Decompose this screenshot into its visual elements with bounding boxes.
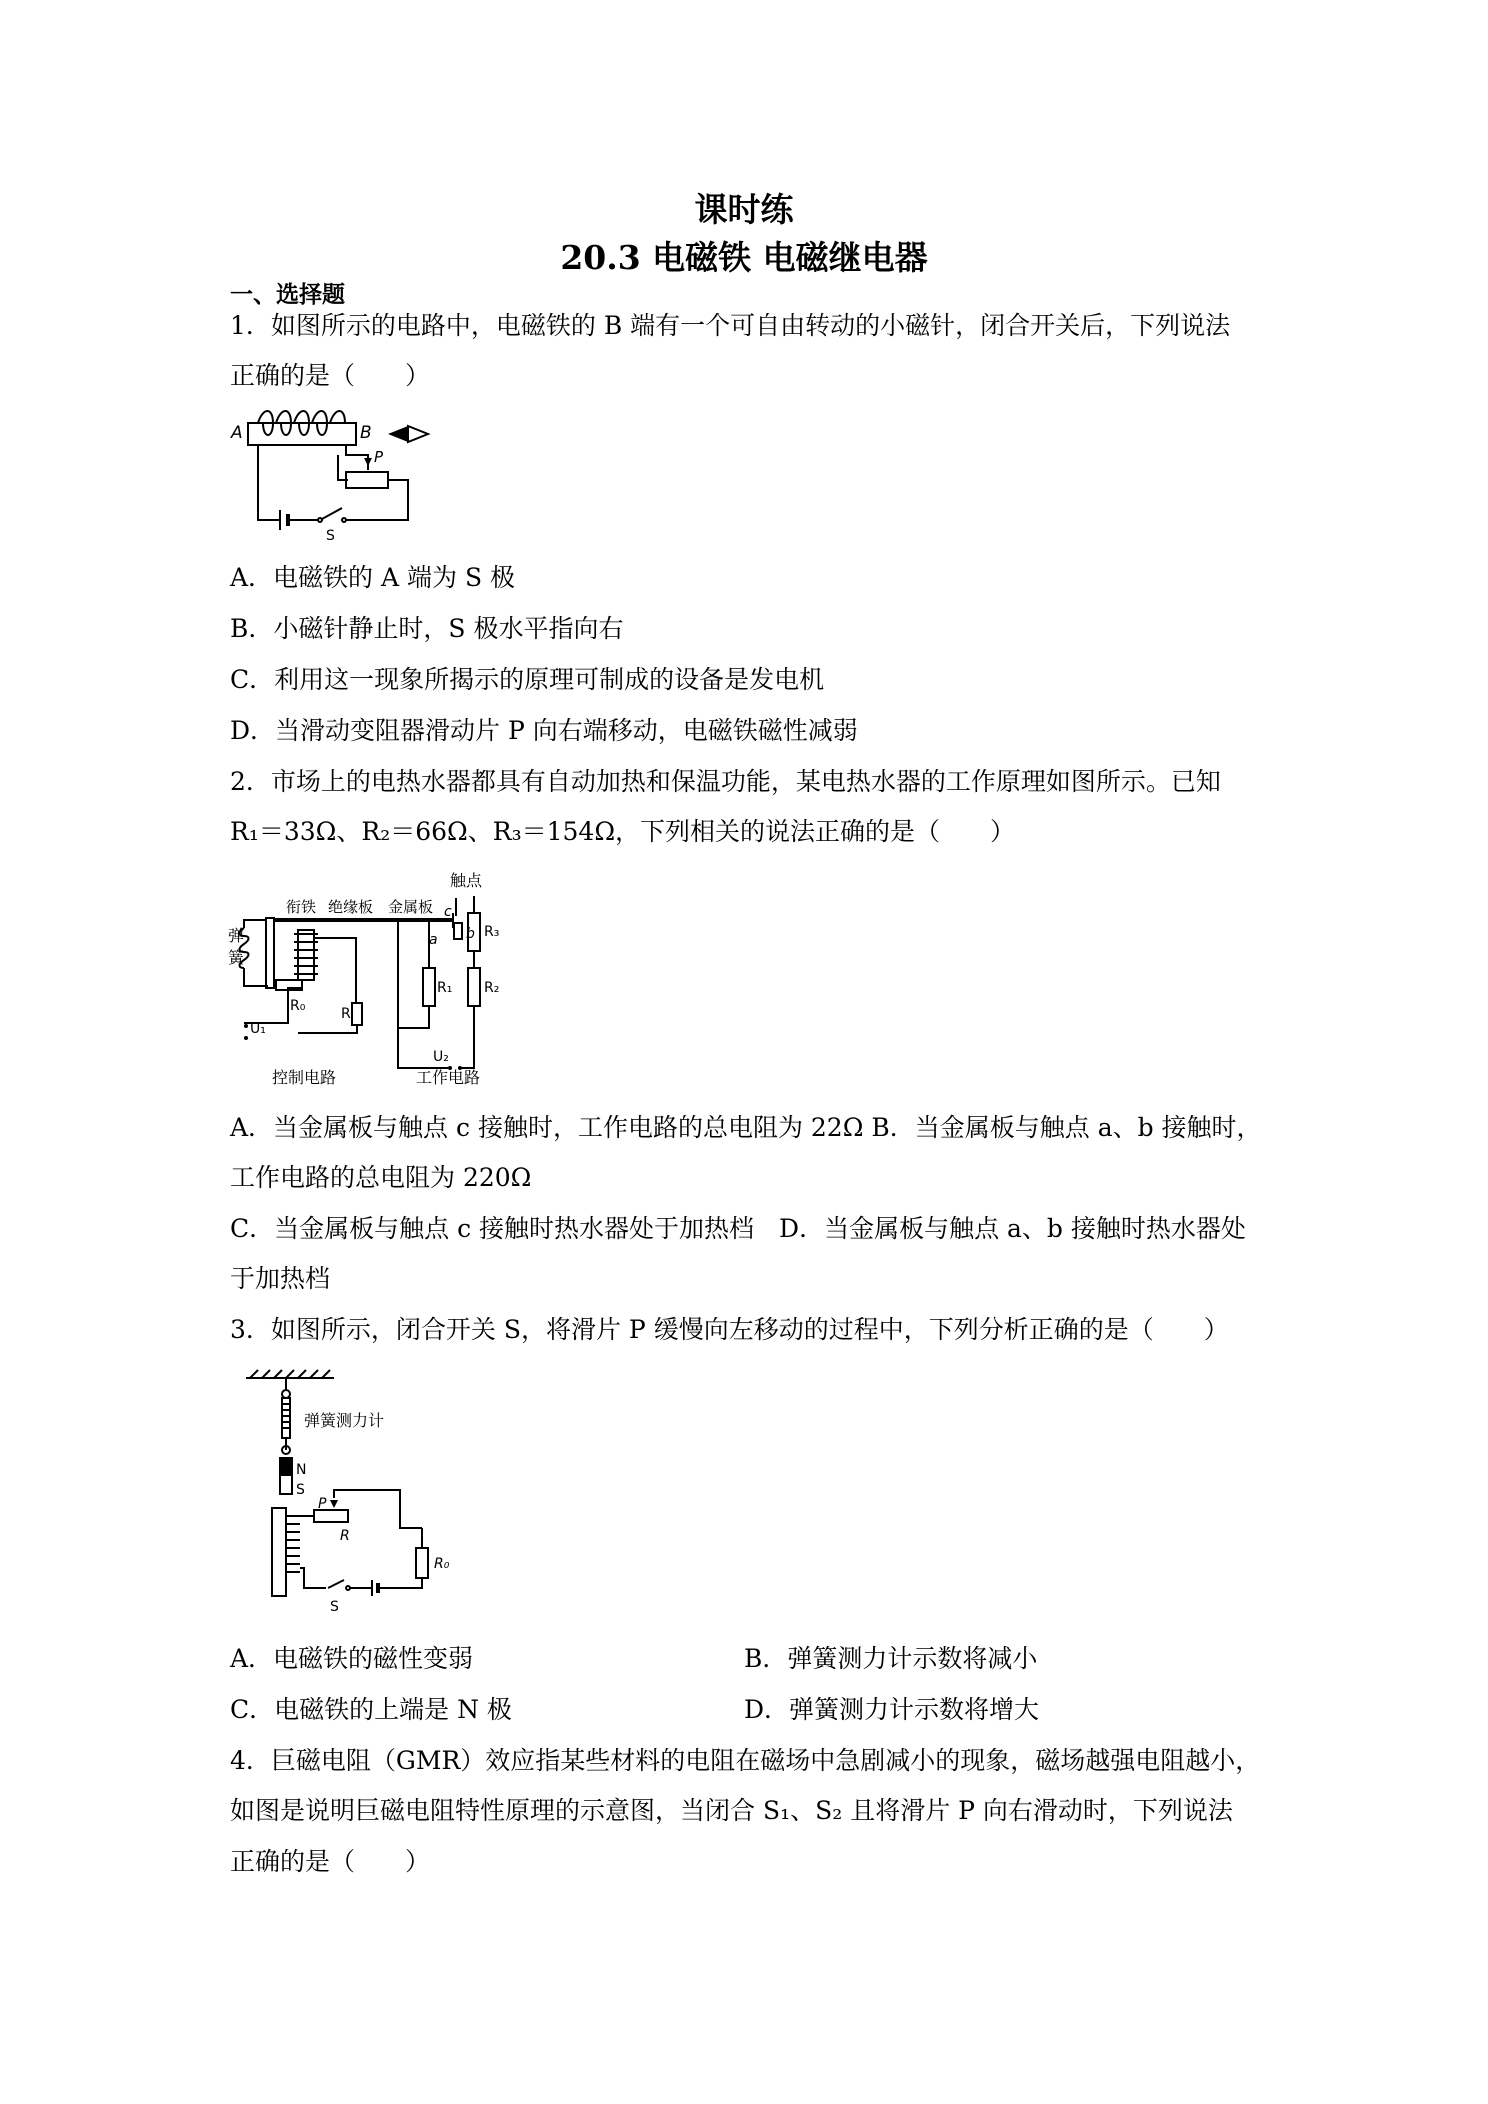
q2-options-line2: 工作电路的总电阻为 220Ω xyxy=(230,1163,532,1192)
q1-stem-line1: 1．如图所示的电路中，电磁铁的 B 端有一个可自由转动的小磁针，闭合开关后，下列说法 xyxy=(230,311,1231,340)
q1-option-a: A．电磁铁的 A 端为 S 极 xyxy=(230,563,516,592)
label-p: P xyxy=(374,448,384,466)
q1-option-b: B．小磁针静止时，S 极水平指向右 xyxy=(230,614,624,643)
label-control-circuit: 控制电路 xyxy=(272,1068,337,1087)
label-s: S xyxy=(326,528,335,544)
label-r3: R₃ xyxy=(484,924,500,940)
electromagnet-core xyxy=(272,1508,286,1596)
label-contact: 触点 xyxy=(450,871,483,890)
label-spring-2: 簧 xyxy=(228,948,245,967)
q3-option-a: A．电磁铁的磁性变弱 xyxy=(230,1644,474,1673)
q3-circuit-figure xyxy=(244,1368,464,1618)
compass-needle-light xyxy=(408,426,428,442)
q2-options-line1: A．当金属板与触点 c 接触时，工作电路的总电阻为 22Ω B．当金属板与触点 a、b 接触时， xyxy=(230,1113,1262,1142)
section-heading: 一、选择题 xyxy=(230,282,345,308)
label-insulator: 绝缘板 xyxy=(328,898,374,916)
label-r: R xyxy=(341,1006,351,1022)
label-switch: S xyxy=(330,1599,339,1615)
q2-options-line4: 于加热档 xyxy=(230,1264,331,1293)
label-spring-meter: 弹簧测力计 xyxy=(304,1411,385,1430)
label-armature: 衔铁 xyxy=(286,898,317,916)
label-u1: U₁ xyxy=(250,1021,266,1037)
q1-option-d: D．当滑动变阻器滑动片 P 向右端移动，电磁铁磁性减弱 xyxy=(230,716,858,745)
label-a: a xyxy=(429,932,438,948)
label-p: P xyxy=(318,1496,327,1512)
label-b: b xyxy=(466,926,475,942)
label-a: A xyxy=(231,423,243,443)
label-s-pole: S xyxy=(296,1482,305,1498)
resistor-r2 xyxy=(468,968,480,1006)
q1-stem-line2: 正确的是（ ） xyxy=(230,361,431,390)
label-b: B xyxy=(360,423,372,443)
label-work-circuit: 工作电路 xyxy=(416,1068,481,1087)
q3-stem: 3．如图所示，闭合开关 S，将滑片 P 缓慢向左移动的过程中，下列分析正确的是（ ） xyxy=(230,1315,1229,1344)
label-r1: R₁ xyxy=(437,980,453,996)
q2-stem-line2: R₁＝33Ω、R₂＝66Ω、R₃＝154Ω，下列相关的说法正确的是（ ） xyxy=(230,817,1016,846)
q4-line2: 如图是说明巨磁电阻特性原理的示意图，当闭合 S₁、S₂ 且将滑片 P 向右滑动时，下列说法 xyxy=(230,1796,1233,1825)
resistor-r0 xyxy=(416,1548,428,1578)
q1-circuit-figure xyxy=(228,410,448,545)
q3-option-c: C．电磁铁的上端是 N 极 xyxy=(230,1695,512,1724)
compass-needle-dark xyxy=(388,426,408,442)
label-n: N xyxy=(296,1462,307,1478)
label-r0: R₀ xyxy=(290,998,306,1014)
q3-option-d: D．弹簧测力计示数将增大 xyxy=(744,1695,1040,1724)
label-r2: R₂ xyxy=(484,980,500,996)
label-u2: U₂ xyxy=(433,1049,449,1065)
q2-stem-line1: 2．市场上的电热水器都具有自动加热和保温功能，某电热水器的工作原理如图所示。已知 xyxy=(230,767,1221,796)
q4-line1: 4．巨磁电阻（GMR）效应指某些材料的电阻在磁场中急剧减小的现象，磁场越强电阻越小， xyxy=(230,1746,1261,1775)
q4-line3: 正确的是（ ） xyxy=(230,1847,431,1876)
label-metal: 金属板 xyxy=(388,898,434,916)
q2-circuit-figure xyxy=(228,868,528,1090)
q1-option-c: C．利用这一现象所揭示的原理可制成的设备是发电机 xyxy=(230,665,825,694)
label-c: c xyxy=(444,904,452,920)
q3-option-b: B．弹簧测力计示数将减小 xyxy=(744,1644,1038,1673)
resistor-r1 xyxy=(423,968,435,1006)
label-r: R xyxy=(340,1528,350,1544)
rheostat xyxy=(346,472,388,488)
q2-options-line3: C．当金属板与触点 c 接触时热水器处于加热档 D．当金属板与触点 a、b 接触时热水器处 xyxy=(230,1214,1246,1243)
page-title: 课时练 xyxy=(694,190,794,229)
label-r0: R₀ xyxy=(434,1556,450,1572)
page-subtitle: 20.3 电磁铁 电磁继电器 xyxy=(560,238,928,277)
label-spring-1: 弹 xyxy=(228,926,245,945)
